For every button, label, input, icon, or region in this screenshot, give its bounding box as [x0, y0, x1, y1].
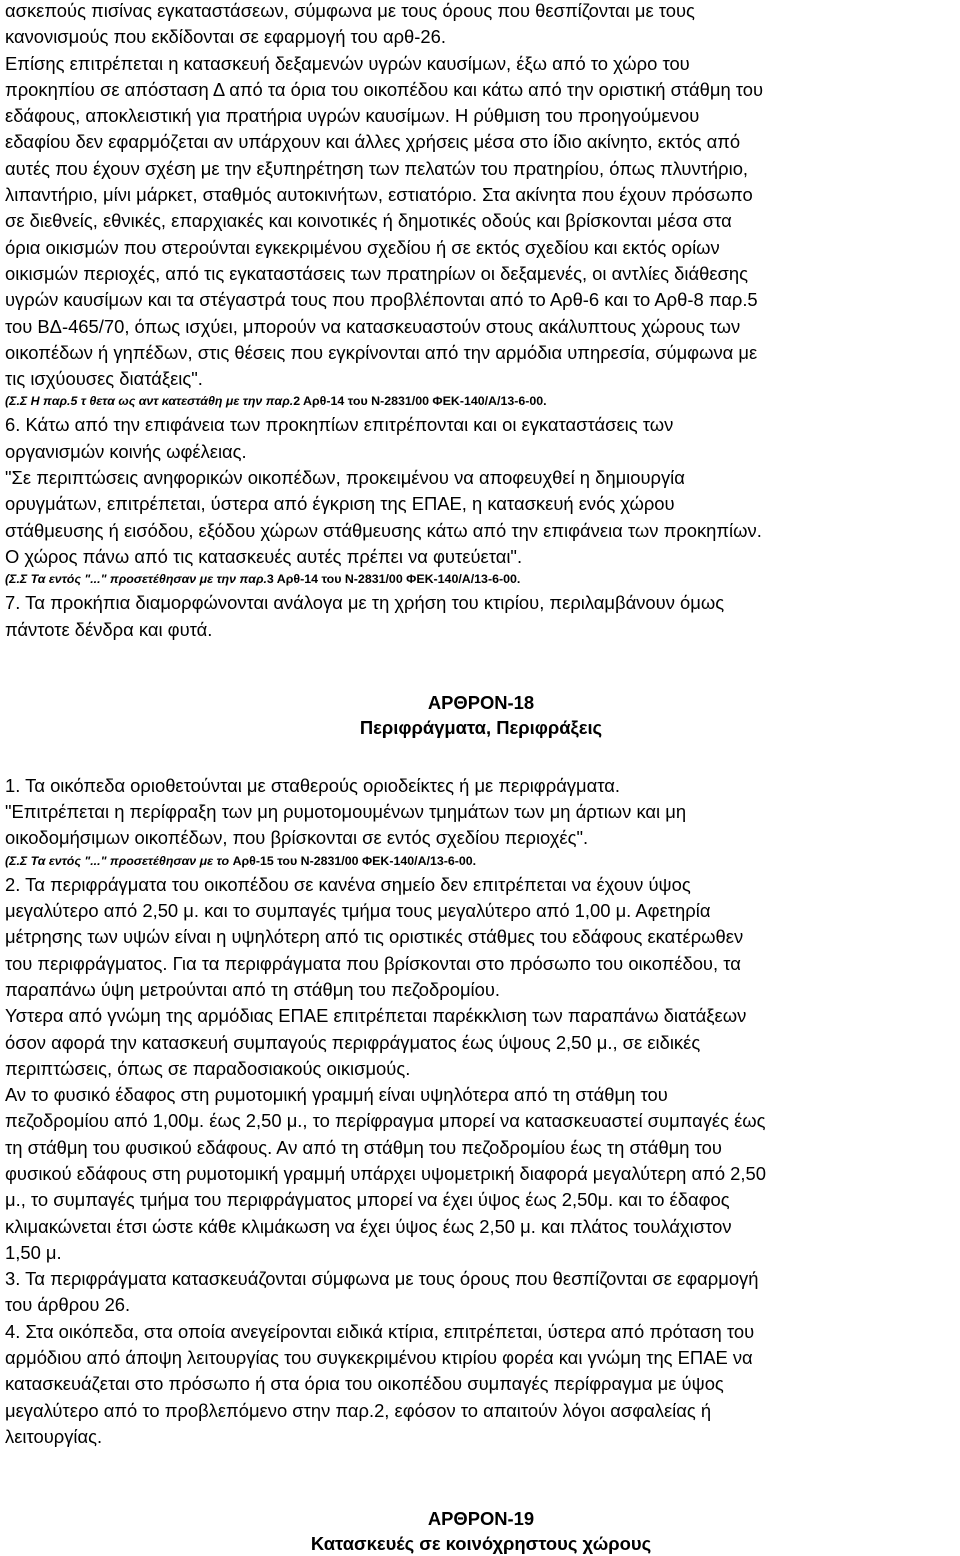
- amendment-note-suffix: Αρθ-15 του Ν-2831/00 ΦΕΚ-140/Α/13-6-00.: [232, 853, 477, 868]
- text-line: αυτές που έχουν σχέση με την εξυπηρέτηση των πελατών του πρατηρίου, όπως πλυντήριο,: [5, 157, 749, 179]
- text-line: 6. Κάτω από την επιφάνεια των προκηπίων επιτρέπονται και οι εγκαταστάσεις των: [5, 414, 674, 436]
- text-line: 1,50 μ.: [5, 1241, 62, 1263]
- text-line: μ., το συμπαγές τμήμα του περιφράγματος μπορεί να έχει ύψος έως 2,50μ. και το έδαφος: [5, 1189, 730, 1211]
- text-line: κανονισμούς που εκδίδονται σε εφαρμογή του αρθ-26.: [5, 26, 446, 48]
- text-line: οικοπέδων ή γηπέδων, στις θέσεις που εγκρίνονται από την αρμόδια υπηρεσία, σύμφωνα με: [5, 341, 758, 363]
- text-line: εδάφους, αποκλειστική για πρατήρια υγρών καυσίμων. Η ρύθμιση του προηγούμενου: [5, 105, 700, 127]
- text-line: όρια οικισμών που στερούνται εγκεκριμένου σχεδίου ή σε εκτός σχεδίου και εκτός ορίων: [5, 236, 720, 258]
- amendment-note-prefix: (Σ.Σ Τα εντός "..." προσετέθησαν με το: [5, 853, 233, 868]
- text-line: κλιμακώνεται έτσι ώστε κάθε κλιμάκωση να έχει ύψος έως 2,50 μ. και πλάτος τουλάχιστον: [5, 1215, 732, 1237]
- amendment-note: [5, 393, 957, 410]
- text-line: μεγαλύτερο από 2,50 μ. και το συμπαγές τμήμα τους μεγαλύτερο από 1,00 μ. Αφετηρία: [5, 900, 711, 922]
- text-line: κατασκευάζεται στο πρόσωπο ή στα όρια του οικοπέδου συμπαγές περίφραγμα με ύψος: [5, 1373, 724, 1395]
- article-18-title: Περιφράγματα, Περιφράξεις: [359, 716, 603, 738]
- spacer: [5, 740, 957, 773]
- paragraph-block-c: [5, 590, 957, 643]
- text-line: λειτουργίας.: [5, 1425, 103, 1447]
- text-line: 2. Τα περιφράγματα του οικοπέδου σε κανένα σημείο δεν επιτρέπεται να έχουν ύψος: [5, 873, 691, 895]
- text-line: 3. Τα περιφράγματα κατασκευάζονται σύμφωνα με τους όρους που θεσπίζονται σε εφαρμογή: [5, 1268, 759, 1290]
- text-line: τις ισχύουσες διατάξεις".: [5, 368, 203, 390]
- paragraph-block-e: [5, 872, 957, 1451]
- text-line: οικισμών περιοχές, από τις εγκαταστάσεις των πρατηρίων οι δεξαμενές, οι αντλίες διάθεσης: [5, 262, 748, 284]
- text-line: του άρθρου 26.: [5, 1294, 131, 1316]
- text-line: ασκεπούς πισίνας εγκαταστάσεων, σύμφωνα με τους όρους που θεσπίζονται με τους: [5, 0, 695, 21]
- text-line: εδαφίου δεν εφαρμόζεται αν υπάρχουν και άλλες χρήσεις μέσα στο ίδιο ακίνητο, εκτός από: [5, 131, 741, 153]
- amendment-note-suffix: 3 Αρθ-14 του Ν-2831/00 ΦΕΚ-140/Α/13-6-00.: [266, 572, 521, 587]
- text-line: πάντοτε δένδρα και φυτά.: [5, 618, 213, 640]
- amendment-note-suffix: 2 Αρθ-14 του Ν-2831/00 ΦΕΚ-140/Α/13-6-00.: [293, 394, 547, 409]
- text-line: φυσικού εδάφους στη ρυμοτομική γραμμή υπάρχει υψομετρική διαφορά μεγαλύτερη από 2,50: [5, 1162, 766, 1184]
- text-line: στάθμευσης ή εισόδου, εξόδου χώρων στάθμευσης κάτω από την επιφάνεια των προκηπίων.: [5, 519, 762, 541]
- text-line: Ο χώρος πάνω από τις κατασκευές αυτές πρέπει να φυτεύεται".: [5, 545, 523, 567]
- text-line: παραπάνω ύψη μετρούνται από τη στάθμη του πεζοδρομίου.: [5, 978, 501, 1000]
- article-19-number: ΑΡΘΡΟΝ-19: [427, 1508, 535, 1530]
- text-line: Αν το φυσικό έδαφος στη ρυμοτομική γραμμή είναι υψηλότερα από τη στάθμη του: [5, 1084, 668, 1106]
- text-line: Υστερα από γνώμη της αρμόδιας ΕΠΑΕ επιτρέπεται παρέκκλιση των παραπάνω διατάξεων: [5, 1005, 747, 1027]
- paragraph-block-b: [5, 412, 957, 570]
- text-line: οικοδομήσιμων οικοπέδων, που βρίσκονται σε εντός σχεδίου περιοχές".: [5, 827, 589, 849]
- text-line: μεγαλύτερο από το προβλεπόμενο στην παρ.2, εφόσον το απαιτούν λόγοι ασφαλείας ή: [5, 1399, 712, 1421]
- text-line: "Επιτρέπεται η περίφραξη των μη ρυμοτομουμένων τμημάτων των μη άρτιων και μη: [5, 801, 687, 823]
- paragraph-block-a: [5, 0, 957, 392]
- text-line: 4. Στα οικόπεδα, στα οποία ανεγείρονται ειδικά κτίρια, επιτρέπεται, ύστερα από πρόταση του: [5, 1320, 755, 1342]
- text-line: "Σε περιπτώσεις ανηφορικών οικοπέδων, προκειμένου να αποφευχθεί η δημιουργία: [5, 467, 685, 489]
- text-line: αρμόδιου από άποψη λειτουργίας του συγκεκριμένου κτιρίου φορέα και γνώμη της ΕΠΑΕ να: [5, 1347, 753, 1369]
- text-line: λιπαντήριο, μίνι μάρκετ, σταθμός αυτοκινήτων, εστιατόριο. Στα ακίνητα που έχουν πρόσωπο: [5, 184, 753, 206]
- article-18-number: ΑΡΘΡΟΝ-18: [427, 691, 535, 713]
- text-line: υγρών καυσίμων και τα στέγαστρά τους που προβλέπονται από το Αρθ-6 και το Αρθ-8 παρ.5: [5, 289, 758, 311]
- amendment-note-prefix: (Σ.Σ Η παρ.5 τ θετα ως αντ κατεστάθη με την παρ.: [5, 394, 294, 409]
- text-line: 1. Τα οικόπεδα οριοθετούνται με σταθερούς οριοδείκτες ή με περιφράγματα.: [5, 774, 620, 796]
- text-line: πεζοδρομίου από 1,00μ. έως 2,50 μ., το περίφραγμα μπορεί να κατασκευαστεί συμπαγές έως: [5, 1110, 766, 1132]
- text-line: τη στάθμη του φυσικού εδάφους. Αν από τη στάθμη του πεζοδρομίου έως τη στάθμη του: [5, 1136, 722, 1158]
- text-line: σε διεθνείς, εθνικές, επαρχιακές και κοινοτικές ή δημοτικές οδούς και βρίσκονται μέσα στα: [5, 210, 732, 232]
- text-line: όσον αφορά την κατασκευή συμπαγούς περιφράγματος έως ύψους 2,50 μ., σε ειδικές: [5, 1031, 701, 1053]
- spacer: [5, 1450, 957, 1506]
- document-page: [5, 0, 957, 1556]
- amendment-note-prefix: (Σ.Σ Τα εντός "..." προσετέθησαν με την παρ.: [5, 572, 267, 587]
- spacer: [5, 643, 957, 690]
- paragraph-block-d: [5, 773, 957, 852]
- text-line: του περιφράγματος. Για τα περιφράγματα που βρίσκονται στο πρόσωπο του οικοπέδου, τα: [5, 952, 741, 974]
- text-line: περιπτώσεις, όπως σε παραδοσιακούς οικισμούς.: [5, 1057, 411, 1079]
- amendment-note: [5, 853, 957, 870]
- text-line: μέτρησης των υψών είναι η υψηλότερη από τις οριστικές στάθμες του εδάφους εκατέρωθεν: [5, 926, 744, 948]
- text-line: ορυγμάτων, επιτρέπεται, ύστερα από έγκριση της ΕΠΑΕ, η κατασκευή ενός χώρου: [5, 493, 675, 515]
- text-line: προκηπίου σε απόσταση Δ από τα όρια του οικοπέδου και κάτω από την οριστική στάθμη του: [5, 78, 764, 100]
- text-line: του ΒΔ-465/70, όπως ισχύει, μπορούν να κατασκευαστούν στους ακάλυπτους χώρους των: [5, 315, 741, 337]
- amendment-note: [5, 571, 957, 588]
- article-19-title: Κατασκευές σε κοινόχρηστους χώρους: [310, 1533, 652, 1555]
- text-line: 7. Τα προκήπια διαμορφώνονται ανάλογα με τη χρήση του κτιρίου, περιλαμβάνουν όμως: [5, 592, 725, 614]
- text-line: Επίσης επιτρέπεται η κατασκευή δεξαμενών υγρών καυσίμων, έξω από το χώρο του: [5, 52, 690, 74]
- text-line: οργανισμών κοινής ωφέλειας.: [5, 440, 247, 462]
